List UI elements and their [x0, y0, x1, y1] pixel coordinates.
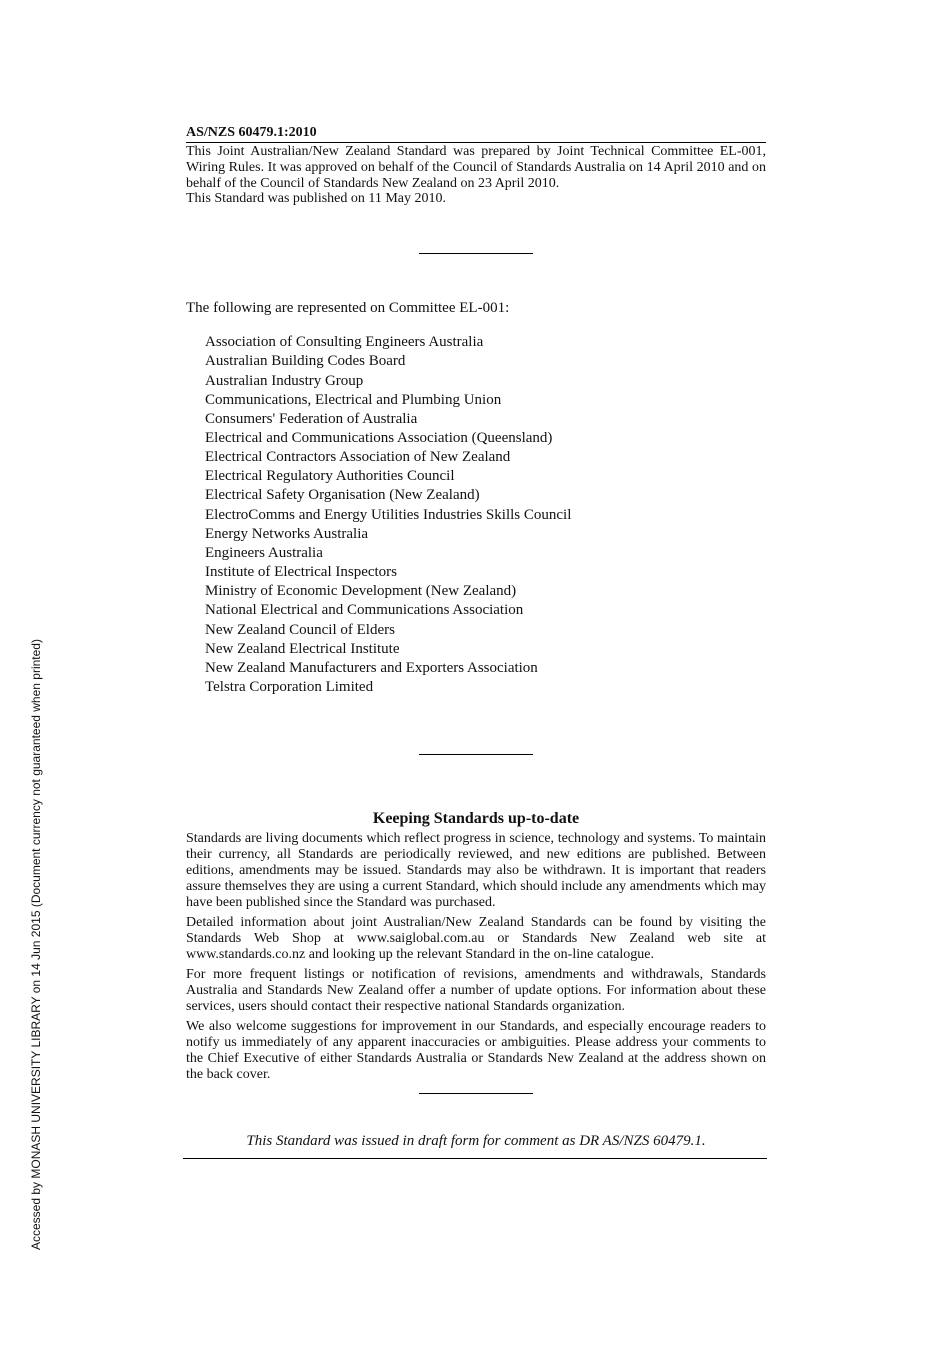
- list-item: Australian Building Codes Board: [205, 353, 406, 370]
- access-watermark: Accessed by MONASH UNIVERSITY LIBRARY on 14 Jun 2015 (Document currency not guaranteed when printed): [29, 639, 43, 1250]
- paragraph: Detailed information about joint Australian/New Zealand Standards can be found by visiting the Standards Web Shop at www.saiglobal.com.au or Standards New Zealand web site at www.standards.co.nz and looking up the relevant Standard in the on-line catalogue.: [186, 915, 766, 963]
- publication-date-text: This Standard was published on 11 May 2010.: [186, 191, 447, 207]
- list-item: New Zealand Council of Elders: [205, 621, 395, 638]
- list-item: Electrical Contractors Association of New Zealand: [205, 449, 511, 466]
- list-item: Institute of Electrical Inspectors: [205, 564, 398, 581]
- standard-number: AS/NZS 60479.1:2010: [186, 125, 317, 140]
- list-item: Australian Industry Group: [205, 372, 364, 389]
- list-item: ElectroComms and Energy Utilities Industries Skills Council: [205, 506, 572, 523]
- committee-intro: The following are represented on Committee EL-001:: [186, 300, 510, 317]
- list-item: New Zealand Electrical Institute: [205, 640, 400, 657]
- section-heading: Keeping Standards up-to-date: [372, 810, 580, 828]
- section-separator: [419, 754, 533, 755]
- section-separator: [419, 253, 533, 254]
- list-item: Ministry of Economic Development (New Zealand): [205, 583, 517, 600]
- list-item: New Zealand Manufacturers and Exporters Association: [205, 659, 538, 676]
- list-item: Communications, Electrical and Plumbing Union: [205, 391, 502, 408]
- list-item: Electrical Safety Organisation (New Zealand): [205, 487, 480, 504]
- list-item: Electrical and Communications Association (Queensland): [205, 429, 553, 446]
- title-rule: [186, 142, 766, 143]
- list-item: Energy Networks Australia: [205, 525, 369, 542]
- list-item: Electrical Regulatory Authorities Council: [205, 468, 455, 485]
- approval-text: This Joint Australian/New Zealand Standard was prepared by Joint Technical Committee EL-001, Wiring Rules. It was approved on behalf of the Council of Standards Australia on 14 April 2010 and on behalf of the Council of Standards New Zealand on 23 April 2010.: [186, 144, 766, 191]
- list-item: Association of Consulting Engineers Australia: [205, 334, 484, 351]
- list-item: Engineers Australia: [205, 544, 323, 561]
- bottom-rule: [183, 1158, 767, 1159]
- section-separator: [419, 1093, 533, 1094]
- approval-statement: [186, 144, 766, 207]
- section-body: [186, 831, 766, 1083]
- paragraph: For more frequent listings or notification of revisions, amendments and withdrawals, Standards Australia and Standards New Zealand offer a number of update options. For information about these services, users should contact their respective national Standards organization.: [186, 967, 766, 1015]
- page-content: [186, 124, 766, 1159]
- draft-note: This Standard was issued in draft form for comment as DR AS/NZS 60479.1.: [246, 1133, 706, 1150]
- paragraph: Standards are living documents which reflect progress in science, technology and systems. To maintain their currency, all Standards are periodically reviewed, and new editions are published. Between editions, amendments may be issued. Standards may also be withdrawn. It is important that readers assure themselves they are using a current Standard, which should include any amendments which may have been published since the Standard was purchased.: [186, 831, 766, 911]
- paragraph: We also welcome suggestions for improvement in our Standards, and especially encourage readers to notify us immediately of any apparent inaccuracies or ambiguities. Please address your comments to the Chief Executive of either Standards Australia or Standards New Zealand at the address shown on the back cover.: [186, 1019, 766, 1083]
- list-item: Consumers' Federation of Australia: [205, 410, 418, 427]
- list-item: National Electrical and Communications Association: [205, 602, 524, 619]
- committee-member-list: [205, 333, 766, 697]
- list-item: Telstra Corporation Limited: [205, 679, 374, 695]
